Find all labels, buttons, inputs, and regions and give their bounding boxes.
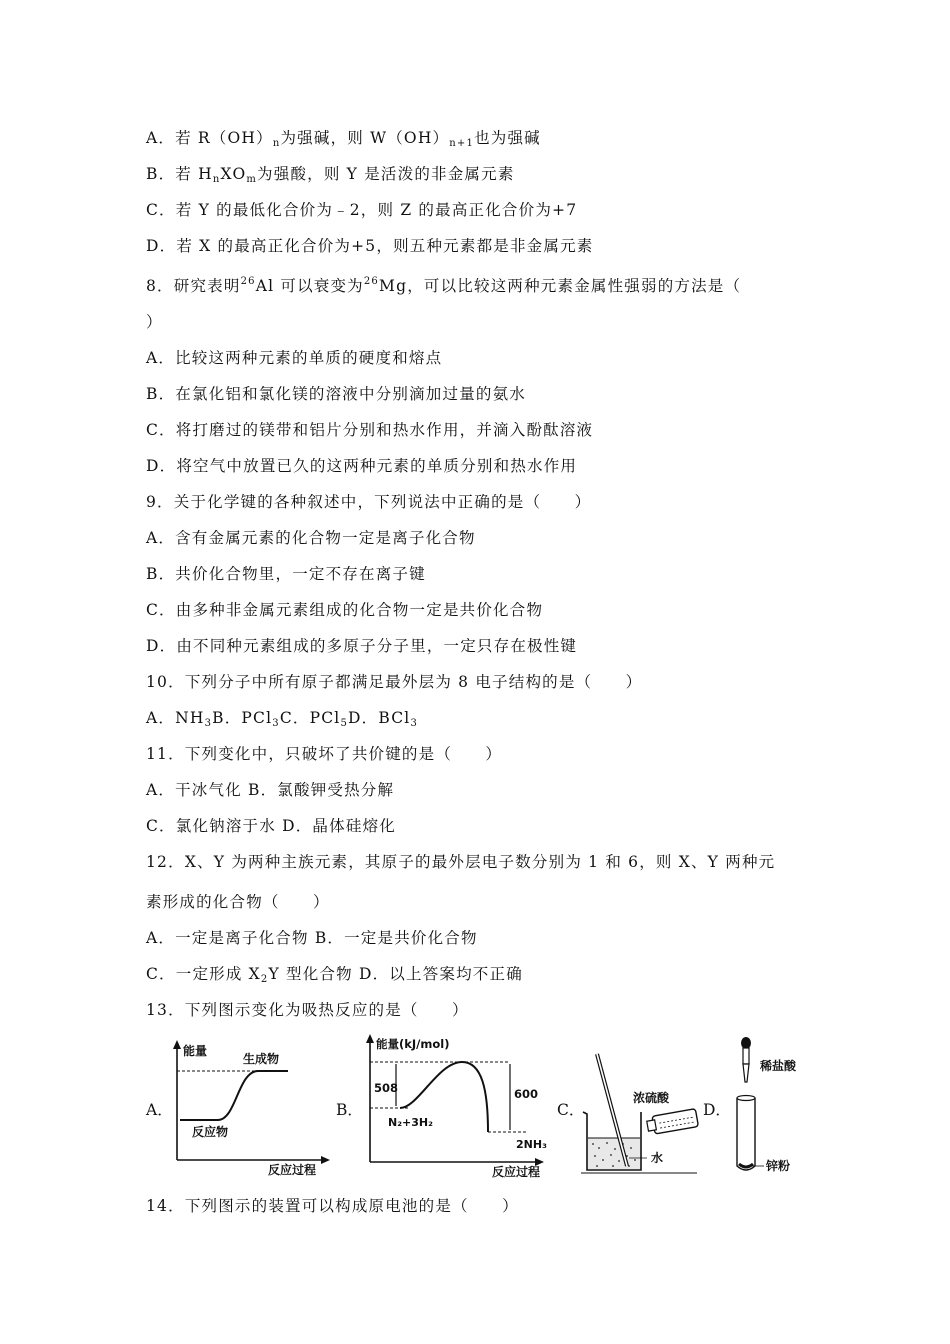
q12-stem: 12．X、Y 为两种主族元素，其原子的最外层电子数分别为 1 和 6，则 X、Y 两种元: [146, 853, 776, 871]
q8-option-b: B．在氯化铝和氯化镁的溶液中分别滴加过量的氨水: [146, 385, 526, 403]
fig-a-xlabel: 反应过程: [268, 1163, 317, 1176]
q7-option-c: C．若 Y 的最低化合价为﹣2，则 Z 的最高正化合价为+7: [146, 201, 578, 219]
q13-label-d: D．: [703, 1101, 731, 1119]
q8-stem-cont: ）: [146, 313, 163, 331]
q11-options-ab: A．干冰气化 B．氯酸钾受热分解: [146, 781, 395, 799]
q12-options-ab: A．一定是离子化合物 B．一定是共价化合物: [146, 929, 478, 947]
q8-option-d: D．将空气中放置已久的这两种元素的单质分别和热水作用: [146, 457, 578, 475]
q9-option-d: D．由不同种元素组成的多原子分子里，一定只存在极性键: [146, 637, 578, 655]
q9-option-c: C．由多种非金属元素组成的化合物一定是共价化合物: [146, 601, 544, 619]
q13-label-b: B．: [336, 1101, 363, 1119]
fig-a-ylabel: 能量: [183, 1044, 208, 1058]
q10-stem: 10．下列分子中所有原子都满足最外层为 8 电子结构的是（ ）: [146, 673, 643, 691]
fig-b-xlabel: 反应过程: [492, 1165, 541, 1178]
fig-b-reactant: N₂+3H₂: [388, 1116, 433, 1129]
fig-c-acid: 浓硫酸: [633, 1091, 670, 1105]
fig-b-val2: 600: [514, 1087, 539, 1101]
fig-d-acid: 稀盐酸: [760, 1059, 797, 1073]
fig-b-ylabel: 能量(kJ/mol): [376, 1037, 450, 1051]
q7-option-b: B．若 $H_nXO_m$为强酸，则 Y 是活泼的非金属元素: [146, 165, 515, 185]
fig-b-val1: 508: [374, 1081, 399, 1095]
q13-figure-d: [726, 1034, 810, 1176]
q13-label-c: C．: [557, 1101, 585, 1119]
q9-stem: 9．关于化学键的各种叙述中，下列说法中正确的是（ ）: [146, 493, 592, 511]
fig-d-zinc: 锌粉: [766, 1159, 791, 1173]
q13-stem: 13．下列图示变化为吸热反应的是（ ）: [146, 1001, 469, 1019]
fig-a-product: 生成物: [243, 1052, 280, 1066]
q14-stem: 14．下列图示的装置可以构成原电池的是（ ）: [146, 1197, 519, 1215]
q11-stem: 11．下列变化中，只破坏了共价键的是（ ）: [146, 745, 503, 763]
q12-options-cd: C．一定形成 $X_2Y$ 型化合物 D．以上答案均不正确: [146, 965, 523, 985]
q12-stem-cont: 素形成的化合物（ ）: [146, 893, 330, 911]
q9-option-b: B．共价化合物里，一定不存在离子键: [146, 565, 426, 583]
q7-option-a: A．若 $R(OH)_n$为强碱，则 $W(OH)_{n+1}$也为强碱: [146, 129, 541, 149]
q13-figure-a: [166, 1036, 334, 1176]
q11-options-cd: C．氯化钠溶于水 D．晶体硅熔化: [146, 817, 396, 835]
fig-a-reactant: 反应物: [192, 1125, 229, 1139]
fig-c-water: 水: [651, 1151, 664, 1165]
q13-label-a: A．: [146, 1101, 173, 1119]
q13-figure-b: [358, 1030, 554, 1178]
fig-b-product: 2NH₃: [516, 1138, 547, 1151]
q7-option-d: D．若 X 的最高正化合价为+5，则五种元素都是非金属元素: [146, 237, 594, 255]
q10-options: A．$NH_3B$．PCl$_3$C．PCl$_5$D．BCl$_3$: [146, 709, 419, 729]
q13-figure-c: [577, 1050, 701, 1176]
q8-stem: 8．研究表明$^{26}$Al 可以衰变为$^{26}$Mg，可以比较这两种元素金属性强弱的方法是（: [146, 276, 742, 295]
q9-option-a: A．含有金属元素的化合物一定是离子化合物: [146, 529, 476, 547]
q8-option-a: A．比较这两种元素的单质的硬度和熔点: [146, 349, 443, 367]
q8-option-c: C．将打磨过的镁带和铝片分别和热水作用，并滴入酚酞溶液: [146, 421, 594, 439]
